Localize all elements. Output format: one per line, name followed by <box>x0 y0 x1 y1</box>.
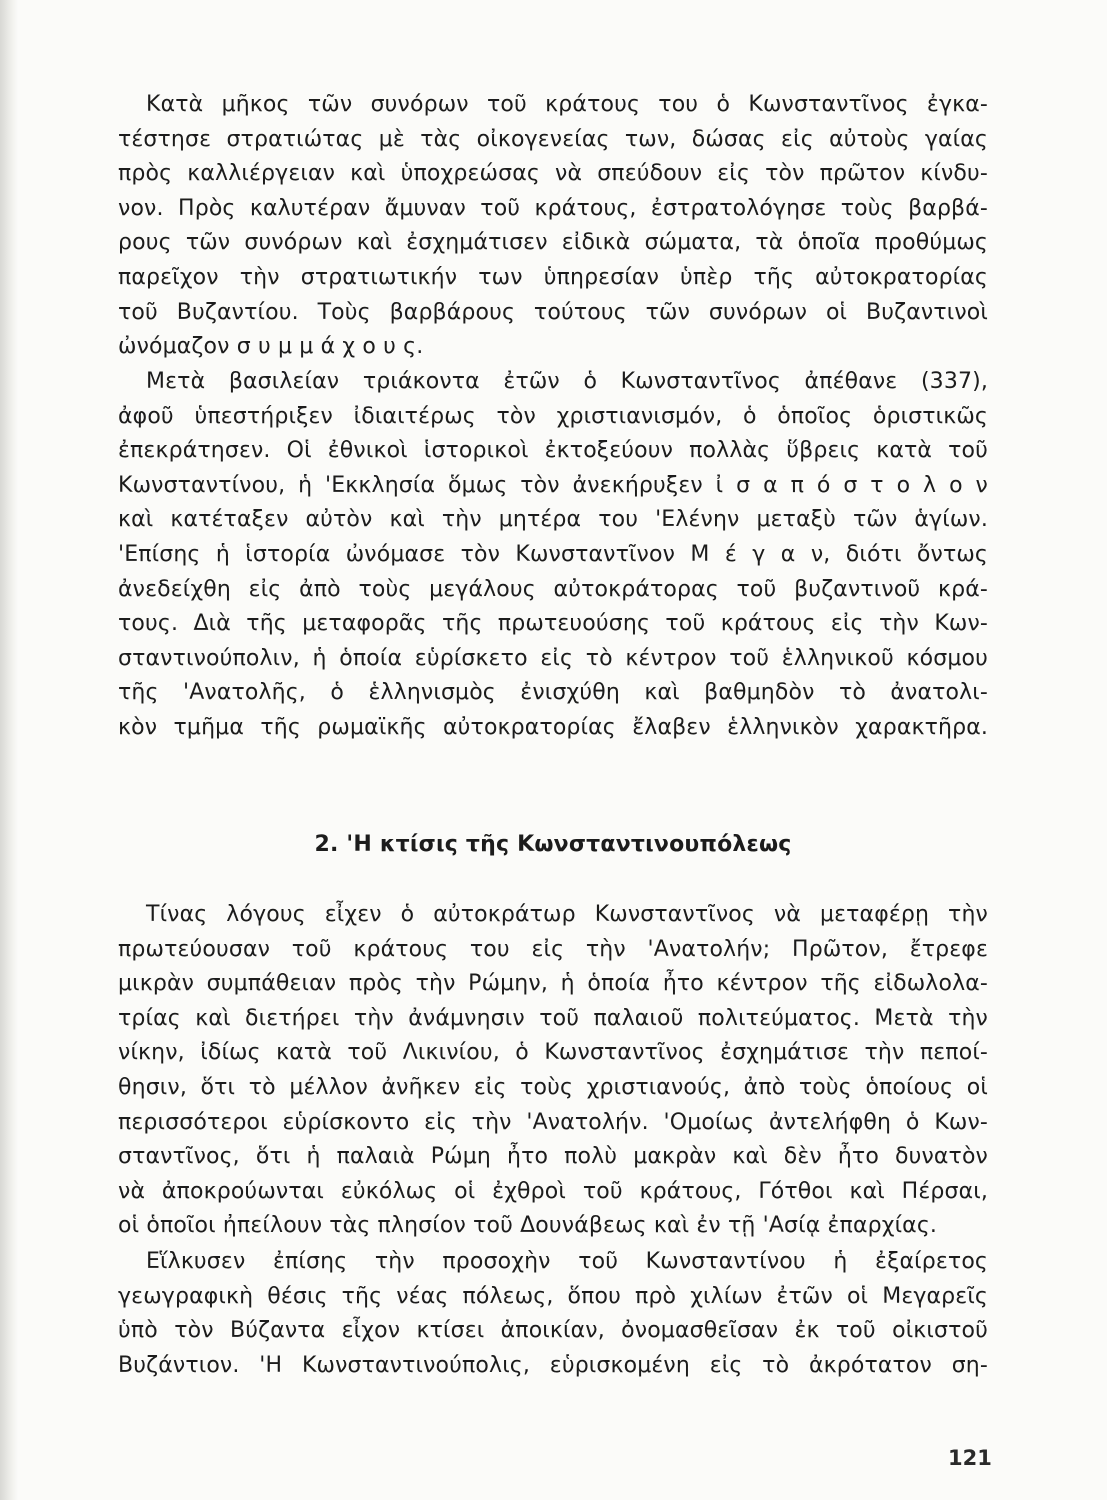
page-number: 121 <box>948 1446 992 1470</box>
text-line: τέστησε στρατιώτας μὲ τὰς οἰκογενείας των, δώσας εἰς αὐτοὺς γαίας <box>118 126 988 152</box>
text-line: πρὸς καλλιέργειαν καὶ ὑποχρεώσας νὰ σπεύδουν εἰς τὸν πρῶτον κίνδυ- <box>118 161 988 187</box>
text-line: Βυζάντιον. 'Η Κωνσταντινούπολις, εὑρισκομένη εἰς τὸ ἀκρότατον ση- <box>118 1352 988 1378</box>
text-line: ὑπὸ τὸν Βύζαντα εἶχον κτίσει ἀποικίαν, ὀνομασθεῖσαν ἐκ τοῦ οἰκιστοῦ <box>118 1318 988 1344</box>
text-line: νίκην, ἰδίως κατὰ τοῦ Λικινίου, ὁ Κωνσταντῖνος ἐσχημάτισε τὴν πεποί- <box>118 1040 988 1066</box>
text-line: ἐπεκράτησεν. Οἱ ἐθνικοὶ ἱστορικοὶ ἐκτοξεύουν πολλὰς ὕβρεις κατὰ τοῦ <box>118 438 988 464</box>
text-line: μικρὰν συμπάθειαν πρὸς τὴν Ρώμην, ἡ ὁποία ἦτο κέντρον τῆς εἰδωλολα- <box>118 971 988 997</box>
text-line: τρίας καὶ διετήρει τὴν ἀνάμνησιν τοῦ παλαιοῦ πολιτεύματος. Μετὰ τὴν <box>118 1005 988 1031</box>
text-line: ρους τῶν συνόρων καὶ ἐσχημάτισεν εἰδικὰ σώματα, τὰ ὁποῖα προθύμως <box>118 230 988 256</box>
text-line: σταντῖνος, ὅτι ἡ παλαιὰ Ρώμη ἦτο πολὺ μακρὰν καὶ δὲν ἦτο δυνατὸν <box>118 1144 988 1170</box>
text-line: περισσότεροι εὑρίσκοντο εἰς τὴν 'Ανατολήν. 'Ομοίως ἀντελήφθη ὁ Κων- <box>118 1109 988 1135</box>
page-binding-shadow <box>0 0 18 1500</box>
section-heading: 2. 'Η κτίσις τῆς Κωνσταντινουπόλεως <box>314 832 792 857</box>
text-line: τους. Διὰ τῆς μεταφορᾶς τῆς πρωτευούσης τοῦ κράτους εἰς τὴν Κων- <box>118 611 988 637</box>
text-line: νὰ ἀποκρούωνται εὐκόλως οἱ ἐχθροὶ τοῦ κράτους, Γότθοι καὶ Πέρσαι, <box>118 1178 988 1204</box>
paragraph-frontier-soldiers <box>118 88 988 365</box>
text-line: ἀφοῦ ὑπεστήριξεν ἰδιαιτέρως τὸν χριστιανισμόν, ὁ ὁποῖος ὁριστικῶς <box>118 403 988 429</box>
text-line: 'Επίσης ἡ ἱστορία ὠνόμασε τὸν Κωνσταντῖνον Μ έ γ α ν, διότι ὄντως <box>118 541 988 567</box>
text-line: ὠνόμαζον σ υ μ μ ά χ ο υ ς. <box>118 334 424 360</box>
text-line: κὸν τμῆμα τῆς ρωμαϊκῆς αὐτοκρατορίας ἔλαβεν ἑλληνικὸν χαρακτῆρα. <box>118 714 988 740</box>
text-line: πρωτεύουσαν τοῦ κράτους του εἰς τὴν 'Ανατολήν; Πρῶτον, ἔτρεφε <box>118 936 988 962</box>
paragraph-constantine-death <box>118 365 988 746</box>
text-line: τοῦ Βυζαντίου. Τοὺς βαρβάρους τούτους τῶν συνόρων οἱ Βυζαντινοὶ <box>118 299 988 325</box>
text-line: Κωνσταντίνου, ἡ 'Εκκλησία ὅμως τὸν ἀνεκήρυξεν ἰ σ α π ό σ τ ο λ ο ν <box>118 472 988 498</box>
text-line: παρεῖχον τὴν στρατιωτικήν των ὑπηρεσίαν ὑπὲρ τῆς αὐτοκρατορίας <box>118 264 988 290</box>
text-line: τῆς 'Ανατολῆς, ὁ ἑλληνισμὸς ἐνισχύθη καὶ βαθμηδὸν τὸ ἀνατολι- <box>118 680 988 706</box>
text-line: Κατὰ μῆκος τῶν συνόρων τοῦ κράτους του ὁ Κωνσταντῖνος ἐγκα- <box>146 92 988 117</box>
text-line: νον. Πρὸς καλυτέραν ἄμυναν τοῦ κράτους, ἐστρατολόγησε τοὺς βαρβά- <box>118 195 988 221</box>
text-line: γεωγραφικὴ θέσις τῆς νέας πόλεως, ὅπου πρὸ χιλίων ἐτῶν οἱ Μεγαρεῖς <box>118 1283 988 1309</box>
text-line: θησιν, ὅτι τὸ μέλλον ἀνῆκεν εἰς τοὺς χριστιανούς, ἀπὸ τοὺς ὁποίους οἱ <box>118 1074 988 1100</box>
text-line: σταντινούπολιν, ἡ ὁποία εὑρίσκετο εἰς τὸ κέντρον τοῦ ἑλληνικοῦ κόσμου <box>118 645 988 671</box>
text-line: Εἵλκυσεν ἐπίσης τὴν προσοχὴν τοῦ Κωνσταντίνου ἡ ἐξαίρετος <box>146 1249 988 1274</box>
paragraph-geographic-position <box>118 1245 988 1383</box>
text-line: Μετὰ βασιλείαν τριάκοντα ἐτῶν ὁ Κωνσταντῖνος ἀπέθανε (337), <box>146 369 988 394</box>
text-line: Τίνας λόγους εἶχεν ὁ αὐτοκράτωρ Κωνσταντῖνος νὰ μεταφέρῃ τὴν <box>146 902 988 927</box>
text-line: καὶ κατέταξεν αὐτὸν καὶ τὴν μητέρα του 'Ελένην μεταξὺ τῶν ἁγίων. <box>118 507 988 533</box>
text-line: οἱ ὁποῖοι ἠπείλουν τὰς πλησίον τοῦ Δουνάβεως καὶ ἐν τῇ 'Ασίᾳ ἐπαρχίας. <box>118 1213 938 1239</box>
paragraph-reasons-for-move <box>118 898 988 1244</box>
text-line: ἀνεδείχθη εἰς ἀπὸ τοὺς μεγάλους αὐτοκράτορας τοῦ βυζαντινοῦ κρά- <box>118 576 988 602</box>
